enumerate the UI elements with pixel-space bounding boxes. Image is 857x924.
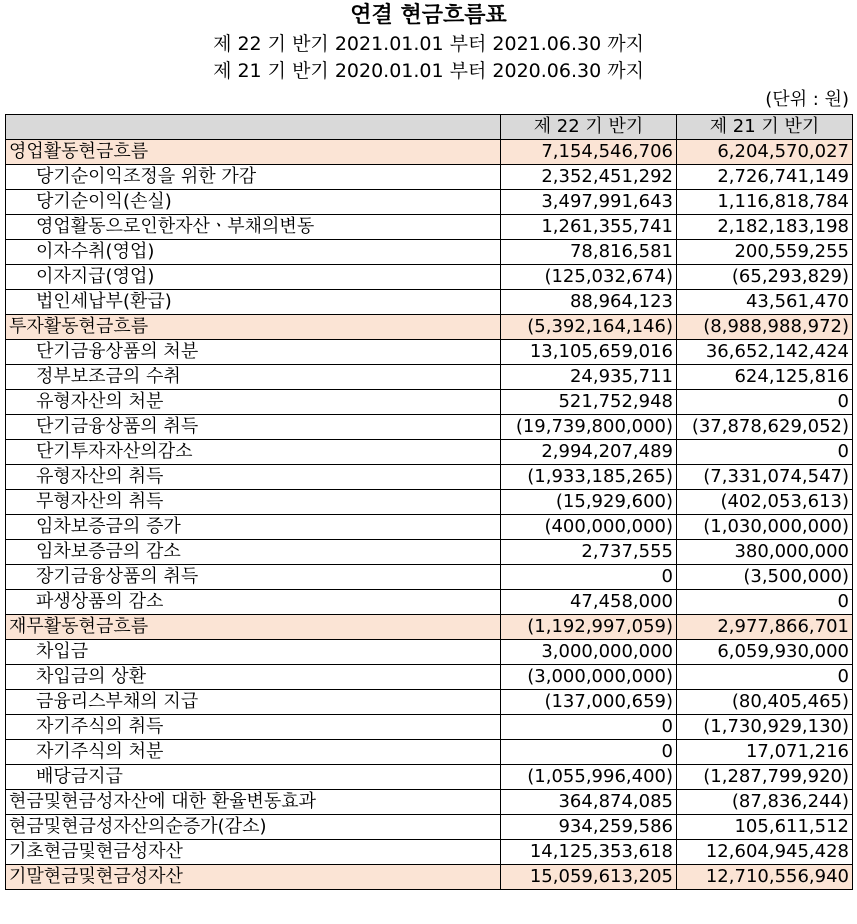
row-label: 투자활동현금흐름 — [6, 315, 501, 340]
row-current-value: (137,000,659) — [501, 690, 677, 715]
row-label: 단기투자자산의감소 — [6, 440, 501, 465]
table-row — [6, 515, 853, 540]
row-current-value: 88,964,123 — [501, 290, 677, 315]
row-current-value: 14,125,353,618 — [501, 840, 677, 865]
table-row — [6, 190, 853, 215]
row-prior-value: (1,287,799,920) — [677, 765, 853, 790]
row-label: 이자지급(영업) — [6, 265, 501, 290]
row-label: 무형자산의 취득 — [6, 490, 501, 515]
row-prior-value: 12,604,945,428 — [677, 840, 853, 865]
row-current-value: 521,752,948 — [501, 390, 677, 415]
row-current-value: 47,458,000 — [501, 590, 677, 615]
table-row — [6, 290, 853, 315]
row-prior-value: (7,331,074,547) — [677, 465, 853, 490]
row-prior-value: 2,726,741,149 — [677, 165, 853, 190]
table-row — [6, 140, 853, 165]
table-row — [6, 640, 853, 665]
row-label: 재무활동현금흐름 — [6, 615, 501, 640]
row-label: 파생상품의 감소 — [6, 590, 501, 615]
row-label: 차입금의 상환 — [6, 665, 501, 690]
row-label: 자기주식의 처분 — [6, 740, 501, 765]
table-row — [6, 790, 853, 815]
table-row — [6, 740, 853, 765]
row-prior-value: (8,988,988,972) — [677, 315, 853, 340]
row-prior-value: 12,710,556,940 — [677, 865, 853, 890]
row-label: 기초현금및현금성자산 — [6, 840, 501, 865]
table-row — [6, 440, 853, 465]
table-row — [6, 165, 853, 190]
row-current-value: 2,737,555 — [501, 540, 677, 565]
period-prior: 제 21 기 반기 2020.01.01 부터 2020.06.30 까지 — [213, 60, 644, 82]
row-current-value: (3,000,000,000) — [501, 665, 677, 690]
row-current-value: 934,259,586 — [501, 815, 677, 840]
row-label: 배당금지급 — [6, 765, 501, 790]
row-current-value: 0 — [501, 740, 677, 765]
row-label: 영업활동현금흐름 — [6, 140, 501, 165]
header-label-cell — [6, 115, 501, 140]
table-row — [6, 540, 853, 565]
row-prior-value: 0 — [677, 440, 853, 465]
row-label: 영업활동으로인한자산ㆍ부채의변동 — [6, 215, 501, 240]
row-label: 임차보증금의 감소 — [6, 540, 501, 565]
header-prior-period: 제 21 기 반기 — [677, 115, 853, 140]
row-prior-value: 0 — [677, 390, 853, 415]
table-row — [6, 590, 853, 615]
row-current-value: (1,933,185,265) — [501, 465, 677, 490]
row-current-value: 15,059,613,205 — [501, 865, 677, 890]
row-prior-value: 380,000,000 — [677, 540, 853, 565]
row-current-value: (1,192,997,059) — [501, 615, 677, 640]
row-current-value: (1,055,996,400) — [501, 765, 677, 790]
row-prior-value: 6,204,570,027 — [677, 140, 853, 165]
period-current: 제 22 기 반기 2021.01.01 부터 2021.06.30 까지 — [213, 33, 644, 55]
table-row — [6, 490, 853, 515]
row-label: 금융리스부채의 지급 — [6, 690, 501, 715]
row-label: 단기금융상품의 처분 — [6, 340, 501, 365]
table-row — [6, 715, 853, 740]
header-current-period: 제 22 기 반기 — [501, 115, 677, 140]
row-label: 현금및현금성자산에 대한 환율변동효과 — [6, 790, 501, 815]
row-current-value: 364,874,085 — [501, 790, 677, 815]
row-prior-value: (1,730,929,130) — [677, 715, 853, 740]
table-row — [6, 815, 853, 840]
row-current-value: 0 — [501, 715, 677, 740]
row-prior-value: (3,500,000) — [677, 565, 853, 590]
row-label: 당기순이익(손실) — [6, 190, 501, 215]
table-row — [6, 215, 853, 240]
row-label: 법인세납부(환급) — [6, 290, 501, 315]
row-current-value: 24,935,711 — [501, 365, 677, 390]
row-prior-value: 2,977,866,701 — [677, 615, 853, 640]
row-label: 차입금 — [6, 640, 501, 665]
row-prior-value: (80,405,465) — [677, 690, 853, 715]
row-current-value: 3,000,000,000 — [501, 640, 677, 665]
row-current-value: 0 — [501, 565, 677, 590]
table-row — [6, 390, 853, 415]
row-prior-value: 2,182,183,198 — [677, 215, 853, 240]
table-row — [6, 665, 853, 690]
row-label: 정부보조금의 수취 — [6, 365, 501, 390]
row-current-value: 78,816,581 — [501, 240, 677, 265]
table-header-row — [6, 115, 853, 140]
row-label: 당기순이익조정을 위한 가감 — [6, 165, 501, 190]
table-row — [6, 340, 853, 365]
row-prior-value: 624,125,816 — [677, 365, 853, 390]
row-label: 임차보증금의 증가 — [6, 515, 501, 540]
row-current-value: (5,392,164,146) — [501, 315, 677, 340]
row-prior-value: 17,071,216 — [677, 740, 853, 765]
cash-flow-table — [5, 114, 853, 890]
table-row — [6, 315, 853, 340]
table-row — [6, 265, 853, 290]
row-label: 유형자산의 처분 — [6, 390, 501, 415]
row-label: 장기금융상품의 취득 — [6, 565, 501, 590]
row-prior-value: (87,836,244) — [677, 790, 853, 815]
row-prior-value: (402,053,613) — [677, 490, 853, 515]
row-label: 기말현금및현금성자산 — [6, 865, 501, 890]
row-prior-value: (65,293,829) — [677, 265, 853, 290]
row-prior-value: 200,559,255 — [677, 240, 853, 265]
row-prior-value: 36,652,142,424 — [677, 340, 853, 365]
row-prior-value: 43,561,470 — [677, 290, 853, 315]
row-label: 이자수취(영업) — [6, 240, 501, 265]
table-row — [6, 240, 853, 265]
table-row — [6, 365, 853, 390]
row-current-value: 2,352,451,292 — [501, 165, 677, 190]
row-current-value: 13,105,659,016 — [501, 340, 677, 365]
row-current-value: 3,497,991,643 — [501, 190, 677, 215]
table-row — [6, 565, 853, 590]
table-row — [6, 415, 853, 440]
row-prior-value: 0 — [677, 590, 853, 615]
table-row — [6, 840, 853, 865]
row-current-value: 1,261,355,741 — [501, 215, 677, 240]
table-row — [6, 865, 853, 890]
table-row — [6, 615, 853, 640]
row-current-value: 7,154,546,706 — [501, 140, 677, 165]
row-label: 현금및현금성자산의순증가(감소) — [6, 815, 501, 840]
row-current-value: (15,929,600) — [501, 490, 677, 515]
unit-label: (단위 : 원) — [765, 89, 849, 110]
row-current-value: (125,032,674) — [501, 265, 677, 290]
row-prior-value: (37,878,629,052) — [677, 415, 853, 440]
row-prior-value: 0 — [677, 665, 853, 690]
row-current-value: (400,000,000) — [501, 515, 677, 540]
row-label: 자기주식의 취득 — [6, 715, 501, 740]
row-current-value: 2,994,207,489 — [501, 440, 677, 465]
row-prior-value: 6,059,930,000 — [677, 640, 853, 665]
row-prior-value: 105,611,512 — [677, 815, 853, 840]
table-row — [6, 765, 853, 790]
statement-title: 연결 현금흐름표 — [350, 3, 507, 28]
table-row — [6, 690, 853, 715]
table-row — [6, 465, 853, 490]
row-prior-value: 1,116,818,784 — [677, 190, 853, 215]
row-label: 유형자산의 취득 — [6, 465, 501, 490]
row-current-value: (19,739,800,000) — [501, 415, 677, 440]
row-label: 단기금융상품의 취득 — [6, 415, 501, 440]
row-prior-value: (1,030,000,000) — [677, 515, 853, 540]
